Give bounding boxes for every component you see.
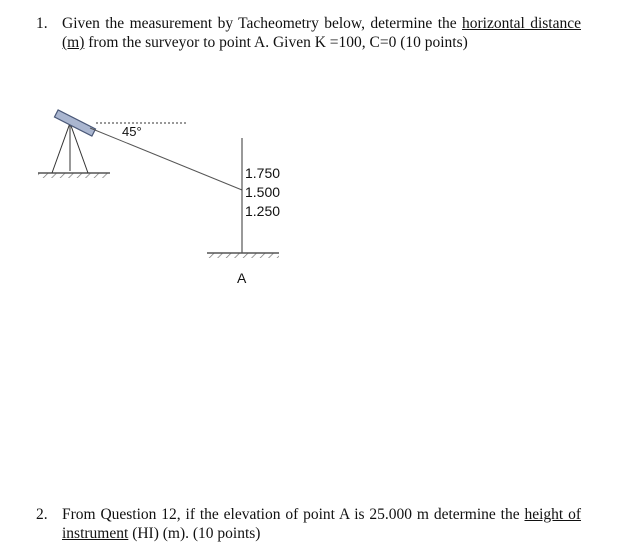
point-a-label: A <box>237 270 247 286</box>
point-a-ground <box>207 253 279 258</box>
question-2-underlined-term: height of instrument <box>62 506 582 542</box>
question-1-text-b: from the surveyor to point A. Given K =100, C=0 (10 points) <box>84 34 468 51</box>
line-of-sight <box>90 128 242 190</box>
question-1-text-a: Given the measurement by Tacheometry below, determine the <box>62 15 462 32</box>
question-2-text-a: From Question 12, if the elevation of point A is 25.000 m determine the <box>62 506 525 523</box>
question-2-number: 2. <box>36 506 48 523</box>
staff-reading-bottom: 1.250 <box>245 203 281 219</box>
staff-reading-middle: 1.500 <box>245 184 281 200</box>
question-2-text <box>62 505 581 543</box>
telescope-icon <box>54 110 95 136</box>
question-2-text-b: (HI) (m). (10 points) <box>128 525 261 542</box>
staff-reading-top: 1.750 <box>245 165 281 181</box>
question-2 <box>36 505 581 543</box>
question-1-number: 1. <box>36 15 48 32</box>
question-1-underlined-term: horizontal distance (m) <box>62 15 581 51</box>
instrument-ground <box>38 173 110 178</box>
angle-label: 45° <box>122 124 142 139</box>
